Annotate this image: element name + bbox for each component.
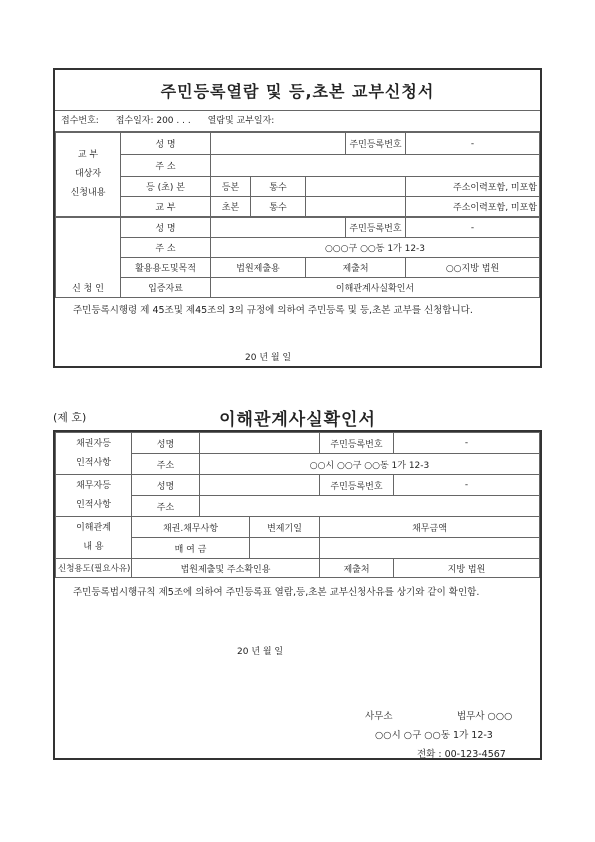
app-name-label: 성 명: [121, 218, 211, 238]
debtor-label: 채무자등 인적사항: [56, 475, 132, 517]
applicant-label: 신 청 인: [56, 218, 121, 298]
submit-to-label: 제출처: [320, 559, 394, 578]
debt-items-label: 채권.채무사항: [132, 517, 250, 538]
interest-label: 이해관계 내 용: [56, 517, 132, 559]
confirmation-form: [53, 430, 542, 760]
due-date-field[interactable]: [250, 538, 320, 559]
debtor-address-field[interactable]: [200, 496, 540, 517]
creditor-rrn-label: 주민등록번호: [320, 433, 394, 454]
confirmation-statement: 주민등록법시행규칙 제5조에 의하여 주민등록표 열람,등,초본 교부신청사유를 상기와 같이 확인함.: [73, 587, 480, 598]
rrn-field[interactable]: -: [406, 133, 540, 155]
debt-amount-field[interactable]: [320, 538, 540, 559]
document-number-label: (제 호): [53, 411, 87, 424]
office-phone: 전화 : 00-123-4567: [417, 749, 506, 760]
submit-to-field[interactable]: ○○지방 법원: [406, 258, 540, 278]
copies-label: 통수: [251, 197, 306, 217]
creditor-name-label: 성명: [132, 433, 200, 454]
receipt-number-label: 접수번호:: [61, 116, 99, 126]
chobon-label: 초본: [211, 197, 251, 217]
copies-label: 통수: [251, 177, 306, 197]
confirmation-table: [55, 432, 540, 578]
form-title: 주민등록열람 및 등,초본 교부신청서: [55, 70, 540, 111]
debtor-rrn-field[interactable]: -: [394, 475, 540, 496]
receipt-date-label: 접수일자: 200 . . .: [115, 116, 191, 126]
rrn-label: 주민등록번호: [346, 133, 406, 155]
usage-label: 활용용도및목적: [121, 258, 211, 278]
date-line: 20 년 월 일: [245, 353, 292, 363]
deungbon-label: 등본: [211, 177, 251, 197]
receipt-row: [55, 111, 540, 132]
app-address-label: 주 소: [121, 238, 211, 258]
submit-to-field[interactable]: 지방 법원: [394, 559, 540, 578]
address-field[interactable]: [211, 155, 540, 177]
confirmation-header: [53, 405, 542, 429]
target-table: [55, 132, 540, 217]
proof-label: 입증자료: [121, 278, 211, 298]
name-field[interactable]: [211, 133, 346, 155]
creditor-label: 채권자등 인적사항: [56, 433, 132, 475]
creditor-rrn-field[interactable]: -: [394, 433, 540, 454]
usage-field[interactable]: 법원제출용: [211, 258, 306, 278]
app-rrn-field[interactable]: -: [406, 218, 540, 238]
confirmation-date-line: 20 년 월 일: [237, 647, 284, 657]
name-label: 성 명: [121, 133, 211, 155]
address-label: 주 소: [121, 155, 211, 177]
lawyer-name: 법무사 ○○○: [457, 711, 513, 722]
creditor-address-field[interactable]: ○○시 ○○구 ○○동 1가 12-3: [200, 454, 540, 475]
debtor-rrn-label: 주민등록번호: [320, 475, 394, 496]
debtor-address-label: 주소: [132, 496, 200, 517]
debt-amount-label: 채무금액: [320, 517, 540, 538]
debtor-name-label: 성명: [132, 475, 200, 496]
submit-to-label: 제출처: [306, 258, 406, 278]
issue-label: 교 부: [121, 197, 211, 217]
creditor-name-field[interactable]: [200, 433, 320, 454]
copy-type-label: 등 (초) 본: [121, 177, 211, 197]
statement-text: 주민등록시행령 제 45조및 제45조의 3의 규정에 의하여 주민등록 및 등,초본 교부를 신청합니다.: [73, 305, 473, 316]
office-label: 사무소: [365, 711, 393, 722]
applicant-table: [55, 217, 540, 298]
creditor-address-label: 주소: [132, 454, 200, 475]
application-form: [53, 68, 542, 368]
confirmation-title: 이해관계사실확인서: [219, 410, 376, 430]
purpose-field[interactable]: 법원제출및 주소확인용: [132, 559, 320, 578]
copies-field[interactable]: [306, 197, 406, 217]
purpose-label: 신청용도(필요사유): [56, 559, 132, 578]
view-date-label: 열람및 교부일자:: [207, 116, 275, 126]
proof-field[interactable]: 이해관계사실확인서: [211, 278, 540, 298]
app-address-field[interactable]: ○○○구 ○○동 1가 12-3: [211, 238, 540, 258]
app-name-field[interactable]: [211, 218, 346, 238]
copies-field[interactable]: [306, 177, 406, 197]
due-date-label: 변제기일: [250, 517, 320, 538]
debtor-name-field[interactable]: [200, 475, 320, 496]
loan-label: 매 여 금: [132, 538, 250, 559]
history-option[interactable]: 주소이력포함, 미포함: [406, 197, 540, 217]
history-option[interactable]: 주소이력포함, 미포함: [406, 177, 540, 197]
target-group-label: 교 부 대상자 신청내용: [56, 133, 121, 217]
office-address: ○○시 ○구 ○○동 1가 12-3: [375, 730, 493, 741]
app-rrn-label: 주민등록번호: [346, 218, 406, 238]
